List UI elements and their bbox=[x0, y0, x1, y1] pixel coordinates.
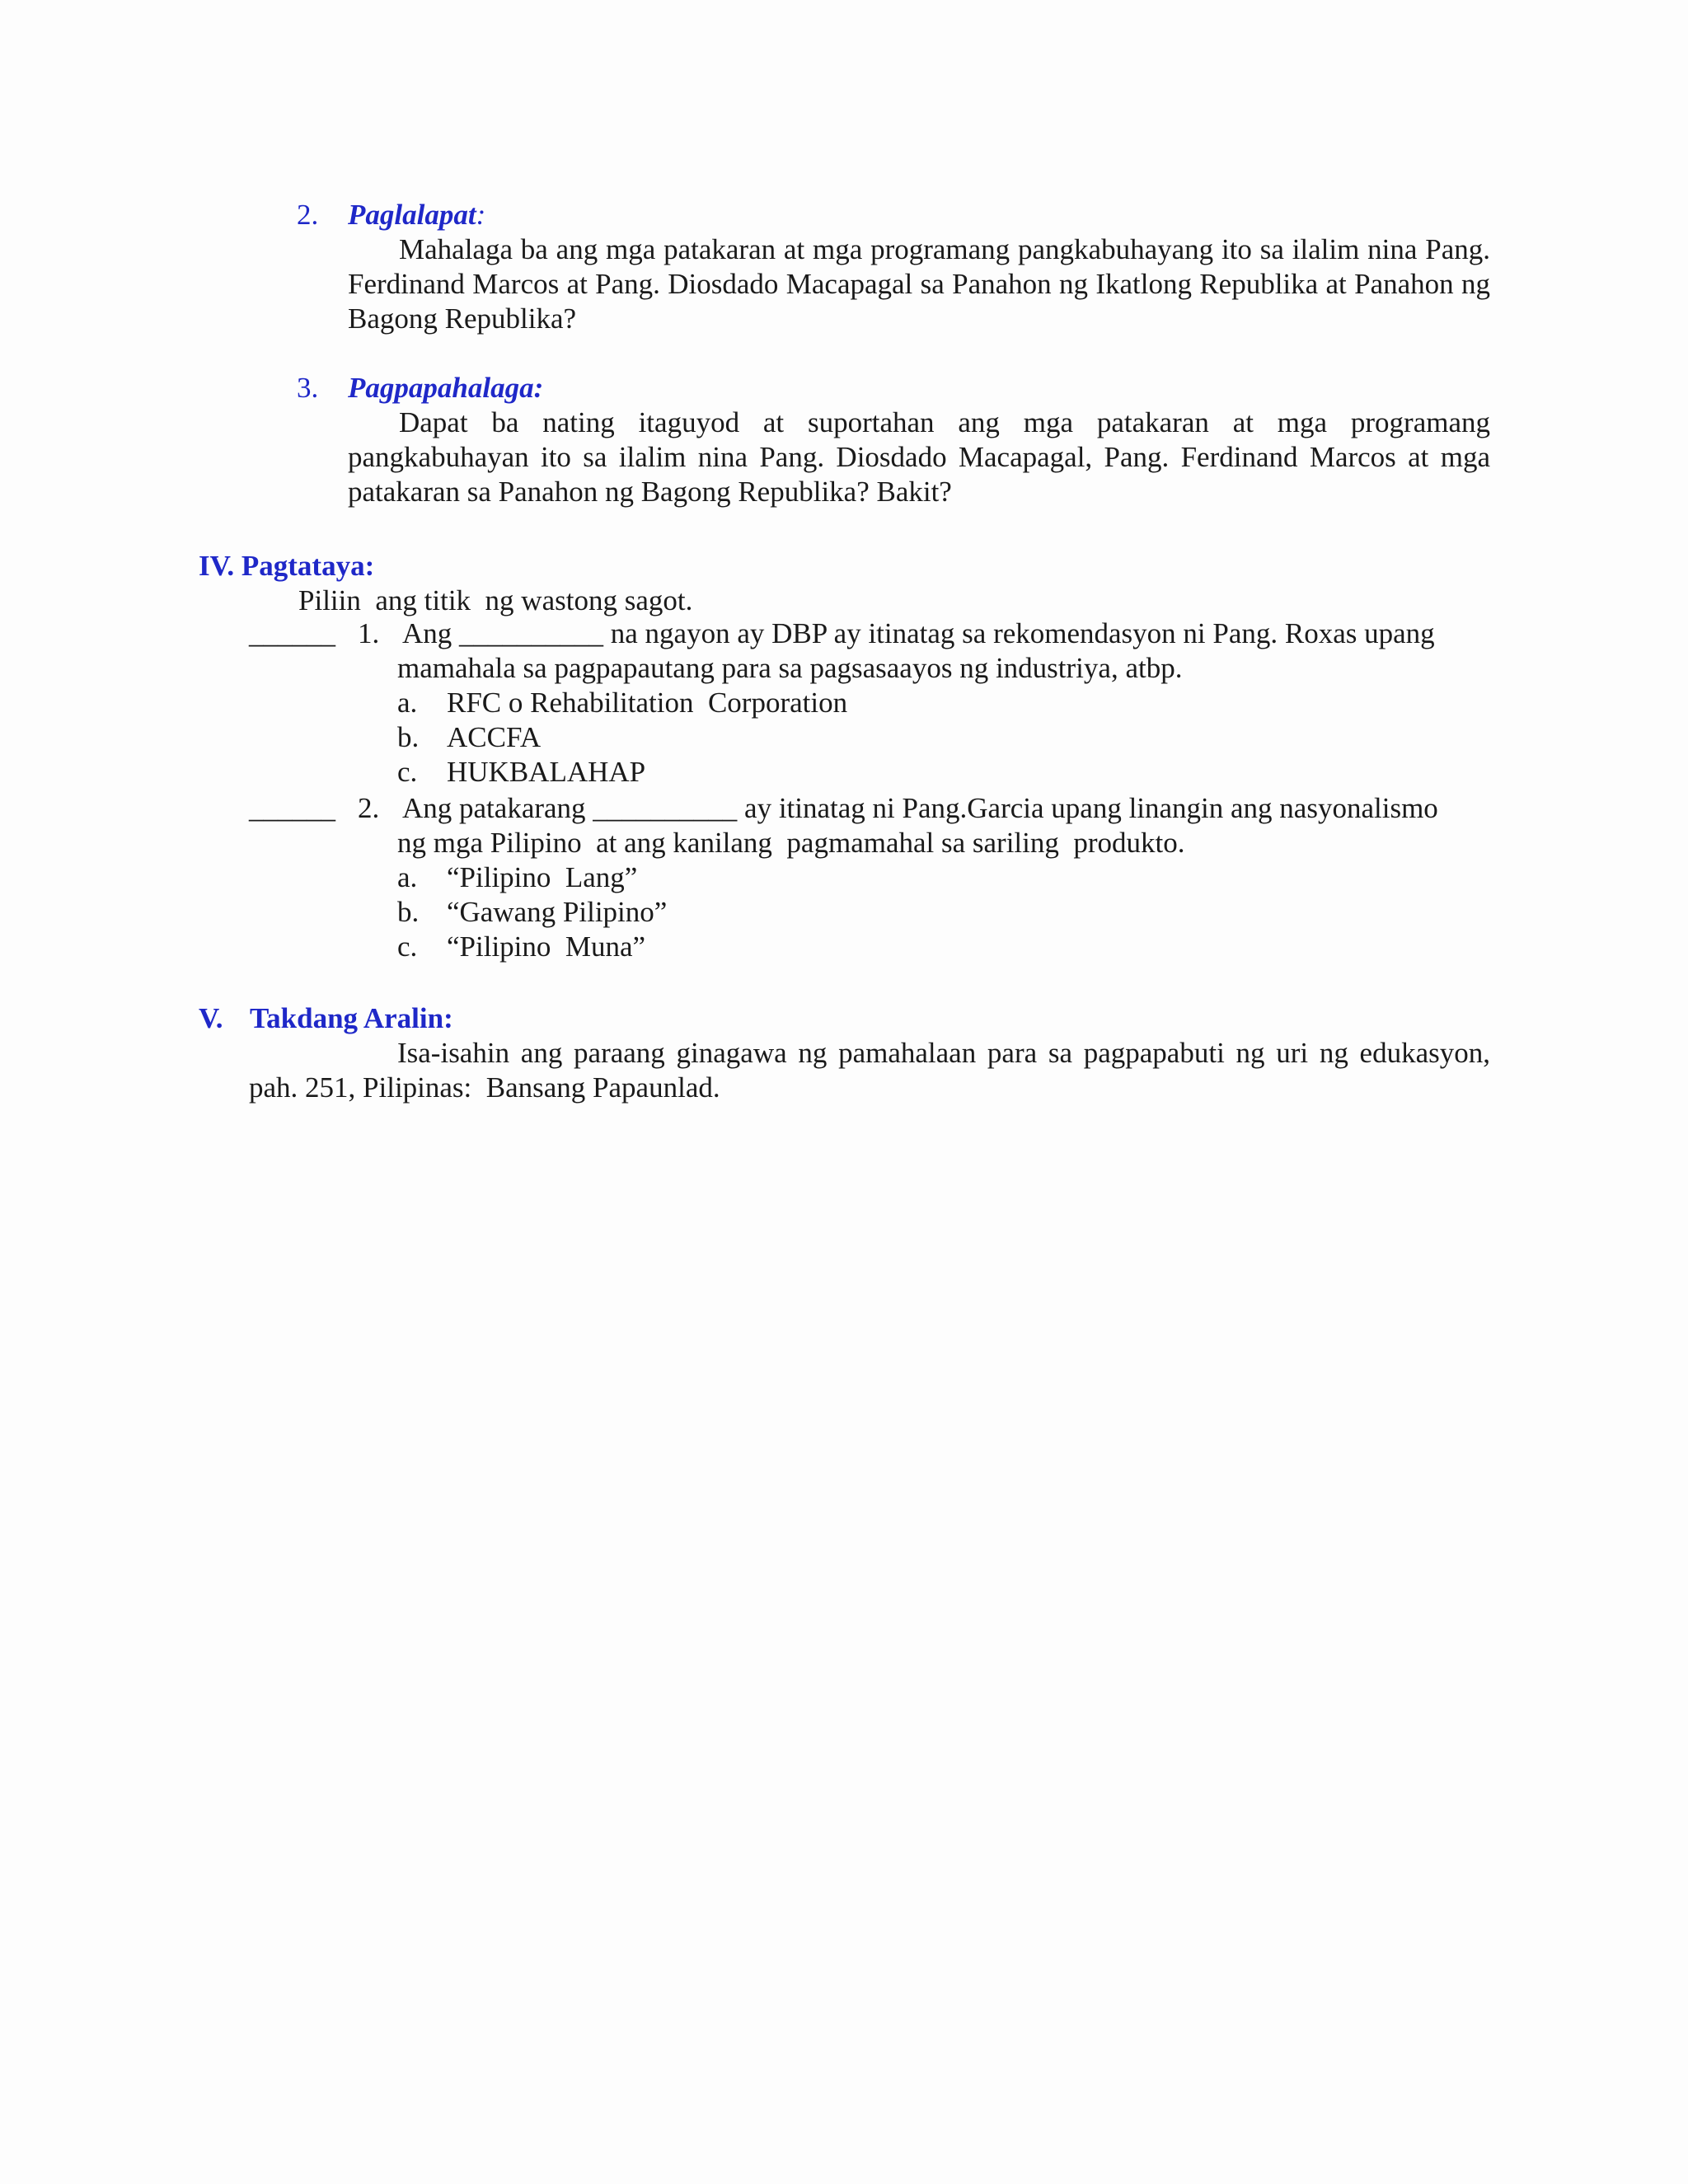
choice-text: “Gawang Pilipino” bbox=[447, 896, 668, 928]
instruction-text: Piliin ang titik ng wastong sagot. bbox=[298, 584, 693, 616]
section-title: Takdang Aralin: bbox=[250, 1002, 453, 1034]
question-number: 1. bbox=[358, 617, 380, 649]
question-text-line: ng mga Pilipino at ang kanilang pagmamahal sa sariling produkto. bbox=[397, 827, 1185, 859]
choice-letter: a. bbox=[397, 861, 418, 893]
answer-blank: ______ bbox=[249, 792, 335, 824]
question-text-line: Ang patakarang __________ ay itinatag ni Pang.Garcia upang linangin ang nasyonalismo bbox=[402, 792, 1438, 824]
section-heading-pagtataya: IV. Pagtataya: bbox=[199, 550, 375, 582]
choice-text: RFC o Rehabilitation Corporation bbox=[447, 687, 848, 719]
item-number: 2. bbox=[297, 199, 319, 231]
section-number: V. bbox=[199, 1002, 223, 1034]
choice-letter: c. bbox=[397, 756, 418, 788]
choice-text: HUKBALAHAP bbox=[447, 756, 646, 788]
question-text-line: mamahala sa pagpapautang para sa pagsasaayos ng industriya, atbp. bbox=[397, 652, 1183, 684]
choice-letter: b. bbox=[397, 721, 420, 753]
item-heading bbox=[297, 198, 1490, 232]
item-title: Pagpapahalaga: bbox=[348, 372, 544, 404]
question-text-line: Ang __________ na ngayon ay DBP ay itinatag sa rekomendasyon ni Pang. Roxas upang bbox=[402, 617, 1435, 649]
section-body: Isa-isahin ang paraang ginagawa ng pamahalaan para sa pagpapabuti ng uri ng edukasyon, pah. 251, Pilipinas: Bansang Papaunlad. bbox=[249, 1037, 1498, 1104]
question-2 bbox=[249, 791, 1490, 964]
choice-c bbox=[249, 755, 1490, 790]
choice-text: ACCFA bbox=[447, 721, 542, 753]
choice-a bbox=[249, 860, 1490, 895]
item-heading bbox=[297, 371, 1490, 405]
choice-text: “Pilipino Lang” bbox=[447, 861, 638, 893]
item-number: 3. bbox=[297, 372, 319, 404]
item-body: Dapat ba nating itaguyod at suportahan ang mga patakaran at mga programang pangkabuhayan ito sa ilalim nina Pang. Diosdado Macapagal, Pang. Ferdinand Marcos at mga patakaran sa Panahon ng Bagong Republika? Bakit? bbox=[348, 406, 1490, 508]
choice-letter: c. bbox=[397, 930, 418, 963]
item-title: Paglalapat bbox=[348, 199, 476, 231]
question-1 bbox=[249, 616, 1490, 790]
choice-letter: a. bbox=[397, 687, 418, 719]
item-title-colon: : bbox=[476, 199, 486, 231]
choice-b bbox=[249, 720, 1490, 755]
choice-c bbox=[249, 930, 1490, 964]
choice-letter: b. bbox=[397, 896, 420, 928]
question-number: 2. bbox=[358, 792, 380, 824]
item-pagpapahalaga bbox=[297, 371, 1490, 509]
item-paglalapat bbox=[297, 198, 1490, 336]
item-body: Mahalaga ba ang mga patakaran at mga programang pangkabuhayang ito sa ilalim nina Pang. Ferdinand Marcos at Pang. Diosdado Macapagal sa Panahon ng Ikatlong Republika at Panahon ng Bagong Republika? bbox=[348, 233, 1490, 335]
choice-text: “Pilipino Muna” bbox=[447, 930, 646, 963]
choice-a bbox=[249, 686, 1490, 720]
section-heading-takdang-aralin bbox=[199, 1001, 453, 1036]
answer-blank: ______ bbox=[249, 617, 335, 649]
choice-b bbox=[249, 895, 1490, 930]
